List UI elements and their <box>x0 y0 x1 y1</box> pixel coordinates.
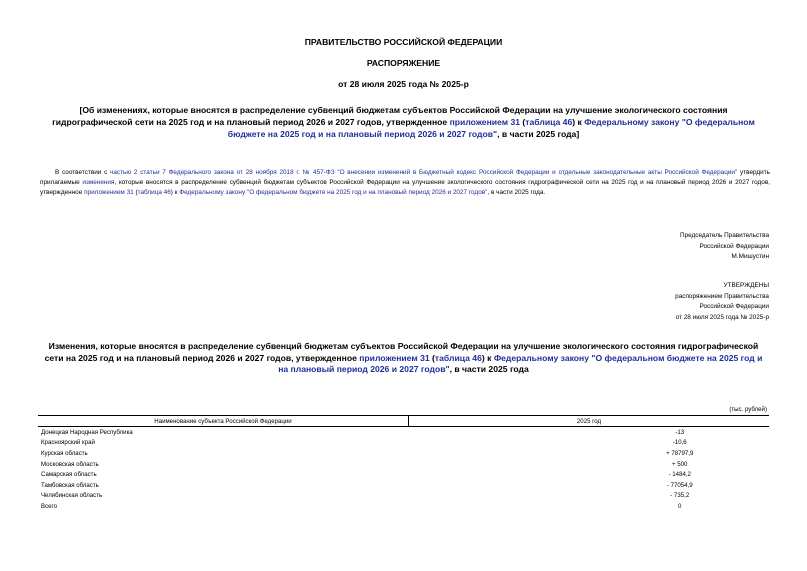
value-cell: -13 <box>675 428 685 436</box>
approval-stamp <box>675 281 769 323</box>
value-cell: - 735,2 <box>670 492 690 500</box>
table-row <box>38 438 769 449</box>
value-cell: - 77054,9 <box>666 481 693 489</box>
value-cell: 0 <box>678 502 682 510</box>
title-text: [Об изменениях, которые вносятся в распределение субвенций бюджетам субъектов Российской Федерации на улучшение экологического состояния гидрографической сети на 2025 год и на плановый период 2026 и 2027 годов, утвержденное <box>52 105 728 127</box>
region-name-cell: Всего <box>41 502 57 510</box>
link-table-46[interactable]: таблица 46 <box>434 352 482 363</box>
issuing-authority: ПРАВИТЕЛЬСТВО РОССИЙСКОЙ ФЕДЕРАЦИИ <box>304 37 503 47</box>
table-row <box>38 427 769 438</box>
title-text: ) к <box>572 117 585 127</box>
table-row <box>38 480 769 491</box>
signatory-name: М.Мишустин <box>731 253 769 260</box>
document-title <box>40 104 767 140</box>
approved-by-line: распоряжением Правительства <box>675 292 769 300</box>
region-name-cell: Донецкая Народная Республика <box>41 428 133 436</box>
value-cell: + 500 <box>672 460 688 468</box>
table-row <box>38 469 769 480</box>
link-appendix-31[interactable]: приложением 31 <box>84 189 134 197</box>
preamble-text: , которые вносятся в распределение субвенций бюджетам субъектов Российской Федерации на улучшение экологического состояния гидрографической сети на 2025 год и на плановый период 2026 и 2027 годов, утвержденное <box>40 179 771 197</box>
table-row <box>38 501 769 512</box>
table-row <box>38 491 769 502</box>
value-cell: -10,6 <box>672 439 687 447</box>
link-federal-law[interactable]: Федеральному закону "О федеральном бюджете на 2025 год и на плановый период 2026 и 2027 годов" <box>179 189 488 197</box>
signatory-organization: Российской Федерации <box>699 242 769 250</box>
approved-date-line: от 28 июля 2025 года № 2025-р <box>675 313 769 321</box>
column-header-year: 2025 год <box>409 416 770 427</box>
link-table-46[interactable]: таблица 46 <box>137 189 171 197</box>
region-name-cell: Московская область <box>41 460 99 468</box>
document-date-number: от 28 июля 2025 года № 2025-р <box>338 79 469 89</box>
annex-title <box>40 341 767 376</box>
region-name-cell: Тамбовская область <box>41 481 99 489</box>
preamble-text: утвердить прилагаемые <box>40 169 770 187</box>
table-row <box>38 448 769 459</box>
subsidy-changes-table <box>38 415 769 512</box>
table-header-row <box>38 416 769 427</box>
approved-label: УТВЕРЖДЕНЫ <box>723 282 769 289</box>
preamble-text: , в части 2025 года. <box>487 189 546 197</box>
signatory-position: Председатель Правительства <box>680 232 769 239</box>
link-federal-law[interactable]: Федеральному закону "О федеральном бюджете на 2025 год и на плановый период 2026 и 2027 годов" <box>227 117 755 139</box>
document-type: РАСПОРЯЖЕНИЕ <box>366 58 441 68</box>
preamble-paragraph <box>40 168 770 199</box>
title-text: ( <box>520 117 526 127</box>
signature-block <box>680 231 769 263</box>
link-appendix-31[interactable]: приложением 31 <box>449 117 521 127</box>
annex-title-text: ) к <box>481 352 494 363</box>
region-name-cell: Самарская область <box>41 471 97 479</box>
region-name-cell: Курская область <box>41 449 88 457</box>
preamble-text: ( <box>133 189 138 197</box>
annex-title-text: , в части 2025 года <box>449 364 529 375</box>
value-cell: - 1484,2 <box>668 471 691 479</box>
table-body <box>38 427 769 512</box>
table-row <box>38 459 769 470</box>
link-federal-law[interactable]: Федеральному закону "О федеральном бюджете на 2025 год и на плановый период 2026 и 2027 годов" <box>278 352 763 375</box>
column-header-region: Наименование субъекта Российской Федерации <box>38 416 409 427</box>
preamble-text: В соответствии с <box>55 169 111 176</box>
annex-title-text: Изменения, которые вносятся в распределение субвенций бюджетам субъектов Российской Федерации на улучшение экологического состояния гидрографической сети на 2025 год и на плановый период 2026 и 2027 годов, утвержденное <box>44 341 759 363</box>
link-law-457-fz[interactable]: частью 2 статьи 7 Федерального закона от 28 ноября 2018 г. № 457-ФЗ "О внесении изменений в Бюджетный кодекс Российской Федерации и отдельные законодательные акты Российской Федерации" <box>110 169 738 176</box>
link-table-46[interactable]: таблица 46 <box>525 117 573 127</box>
title-text: , в части 2025 года] <box>497 129 580 139</box>
link-appendix-31[interactable]: приложением 31 <box>359 352 430 363</box>
table-units: (тыс. рублей) <box>729 406 767 413</box>
region-name-cell: Челябинская область <box>41 492 103 500</box>
approved-org-line: Российской Федерации <box>699 303 769 310</box>
preamble-text: ) к <box>170 189 180 197</box>
value-cell: + 78797,9 <box>666 449 694 457</box>
link-changes[interactable]: изменения <box>82 179 115 187</box>
region-name-cell: Красноярский край <box>41 439 95 447</box>
annex-title-text: ( <box>429 352 435 363</box>
